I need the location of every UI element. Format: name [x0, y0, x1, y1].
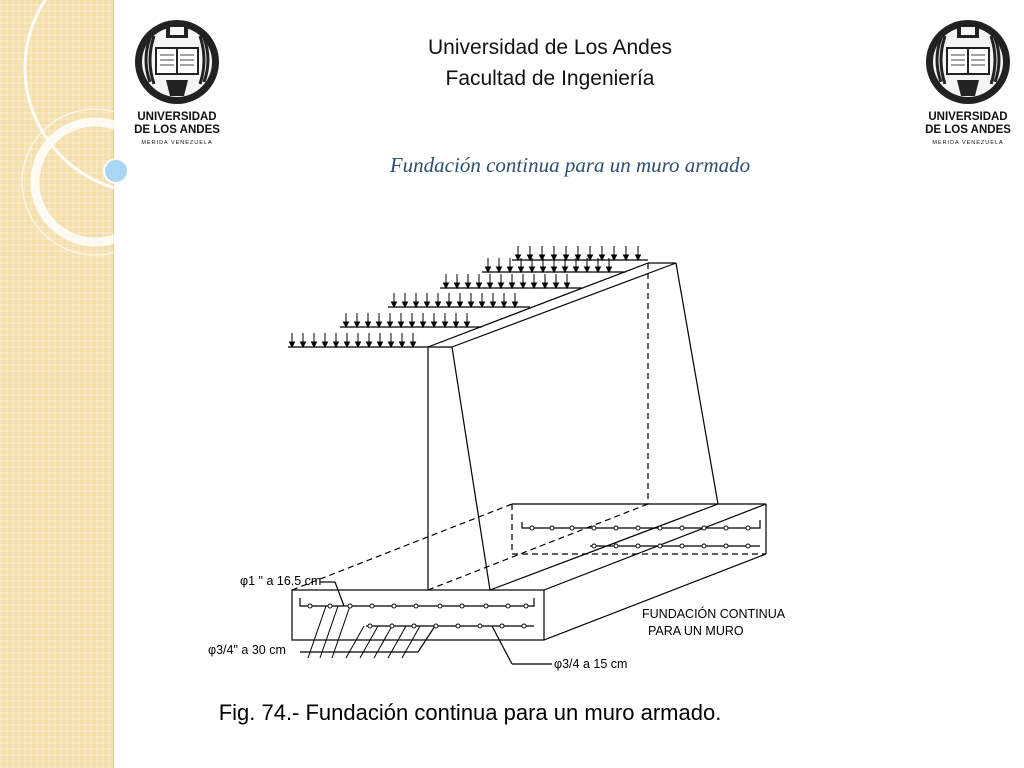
load-arrowhead	[508, 267, 513, 272]
foundation-hidden-edge	[292, 504, 512, 590]
label-bar-spacing-1: φ1 " a 16.5 cm	[240, 574, 322, 588]
university-logo-right	[921, 10, 1015, 150]
load-arrowhead	[290, 342, 295, 347]
wall-back-face	[452, 347, 490, 590]
load-arrowhead	[400, 342, 405, 347]
load-arrowhead	[377, 322, 382, 327]
load-arrowhead	[421, 322, 426, 327]
load-arrowhead	[334, 342, 339, 347]
load-arrowhead	[607, 267, 612, 272]
faculty-name: Facultad de Ingeniería	[445, 67, 655, 90]
load-arrowhead	[491, 302, 496, 307]
load-arrowhead	[530, 267, 535, 272]
load-arrowhead	[624, 255, 629, 260]
load-arrowhead	[344, 322, 349, 327]
figure-caption: Fig. 74.- Fundación continua para un muro armado.	[218, 700, 722, 725]
wall-far-face	[676, 263, 718, 504]
load-arrowhead	[596, 267, 601, 272]
load-arrowhead	[389, 342, 394, 347]
load-arrowhead	[444, 283, 449, 288]
load-arrowhead	[447, 302, 452, 307]
load-arrowhead	[585, 267, 590, 272]
load-arrowhead	[366, 322, 371, 327]
logo-text-line2: DE LOS ANDES	[134, 124, 220, 136]
load-arrowhead	[564, 255, 569, 260]
label-foundation-line1: FUNDACIÓN CONTINUA	[642, 607, 786, 621]
load-arrowhead	[403, 302, 408, 307]
load-arrowhead	[454, 322, 459, 327]
load-arrowhead	[497, 267, 502, 272]
load-arrowhead	[323, 342, 328, 347]
load-arrowhead	[574, 267, 579, 272]
load-arrowhead	[552, 267, 557, 272]
load-arrowhead	[636, 255, 641, 260]
load-arrowhead	[466, 283, 471, 288]
load-arrowhead	[436, 302, 441, 307]
load-arrowhead	[513, 302, 518, 307]
load-arrowhead	[488, 283, 493, 288]
load-arrowhead	[356, 342, 361, 347]
load-arrowhead	[367, 342, 372, 347]
load-arrowhead	[477, 283, 482, 288]
load-arrowhead	[425, 302, 430, 307]
load-arrowhead	[516, 255, 521, 260]
logo-text-line2: DE LOS ANDES	[925, 124, 1011, 136]
load-arrowhead	[521, 283, 526, 288]
load-arrowhead	[355, 322, 360, 327]
logo-text-line1: UNIVERSIDAD	[928, 111, 1008, 123]
load-arrowhead	[600, 255, 605, 260]
load-arrowhead	[543, 283, 548, 288]
load-arrowhead	[554, 283, 559, 288]
load-arrowhead	[469, 302, 474, 307]
load-arrowhead	[541, 267, 546, 272]
load-arrowhead	[519, 267, 524, 272]
leader-line	[492, 626, 512, 664]
load-arrowhead	[465, 322, 470, 327]
slide-subtitle: Fundación continua para un muro armado	[389, 153, 751, 177]
load-arrowhead	[455, 283, 460, 288]
load-arrowhead	[612, 255, 617, 260]
load-arrowhead	[588, 255, 593, 260]
foundation-front	[292, 590, 544, 640]
load-arrowhead	[414, 302, 419, 307]
decorative-circles	[0, 0, 140, 260]
load-arrowhead	[312, 342, 317, 347]
load-arrowhead	[301, 342, 306, 347]
label-bar-spacing-3: φ3/4 a 15 cm	[554, 657, 628, 671]
load-arrowhead	[510, 283, 515, 288]
load-arrowhead	[378, 342, 383, 347]
load-arrowhead	[410, 322, 415, 327]
load-arrowhead	[552, 255, 557, 260]
load-arrowhead	[565, 283, 570, 288]
logo-text-line3: MERIDA VENEZUELA	[141, 140, 213, 146]
load-arrowhead	[486, 267, 491, 272]
load-arrowhead	[480, 302, 485, 307]
load-arrowhead	[432, 322, 437, 327]
load-arrowhead	[411, 342, 416, 347]
load-arrowhead	[388, 322, 393, 327]
university-name: Universidad de Los Andes	[428, 36, 672, 59]
leader-line	[335, 582, 344, 606]
logo-text-line1: UNIVERSIDAD	[137, 111, 217, 123]
wall-top-slope	[452, 263, 676, 347]
load-arrowhead	[443, 322, 448, 327]
load-arrowhead	[499, 283, 504, 288]
load-arrowhead	[345, 342, 350, 347]
load-arrowhead	[502, 302, 507, 307]
leader-line	[418, 626, 435, 652]
label-foundation-line2: PARA UN MURO	[648, 624, 744, 638]
logo-text-line3: MERIDA VENEZUELA	[932, 140, 1004, 146]
load-arrowhead	[399, 322, 404, 327]
university-logo-left	[130, 10, 224, 150]
foundation-top-edge	[544, 504, 766, 590]
slide-header	[300, 32, 800, 94]
load-arrowhead	[540, 255, 545, 260]
load-arrowhead	[532, 283, 537, 288]
load-arrowhead	[563, 267, 568, 272]
label-bar-spacing-2: φ3/4" a 30 cm	[208, 643, 286, 657]
load-arrowhead	[392, 302, 397, 307]
retaining-wall-diagram	[200, 240, 840, 680]
load-arrowhead	[458, 302, 463, 307]
